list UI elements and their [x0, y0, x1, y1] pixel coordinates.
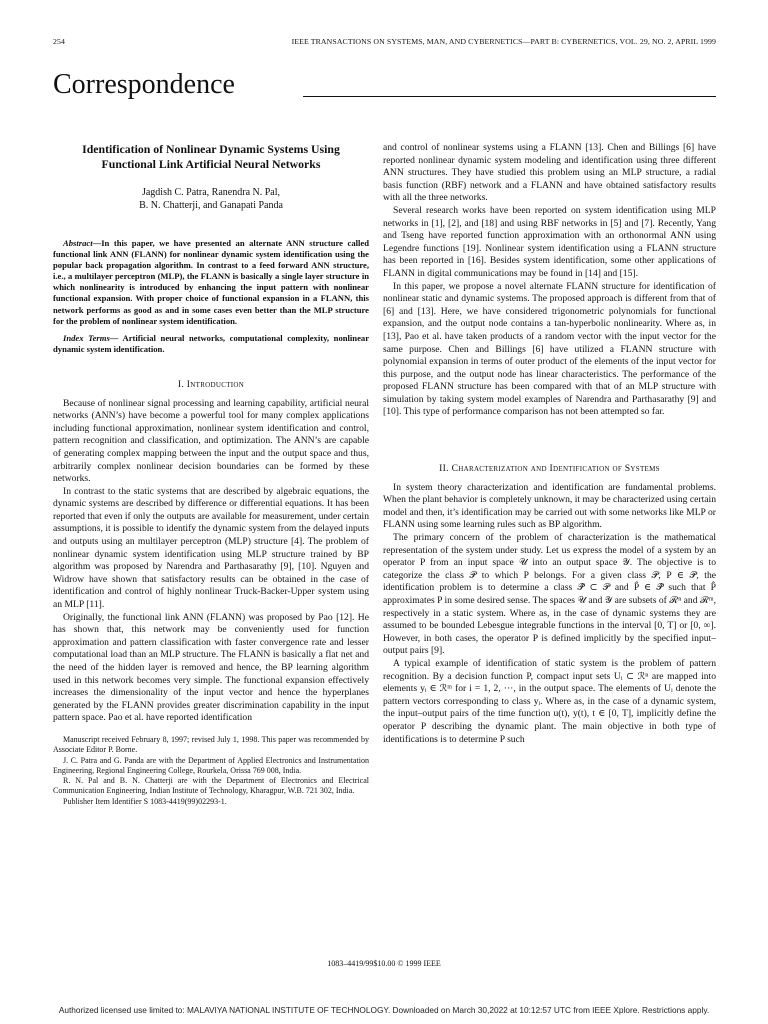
section-heading-text: Characterization and Identification of Systems: [451, 463, 660, 475]
journal-name: IEEE TRANSACTIONS ON SYSTEMS, MAN, AND CYBERNETICS—PART B: CYBERNETICS, VOL. 29, NO. 2, APRIL 1999: [291, 37, 716, 46]
page-number: 254: [53, 37, 65, 46]
paragraph: In this paper, we propose a novel alternate FLANN structure for identification of nonlinear static and dynamic systems. The proposed approach is different from that of [6] and [13]. Here, we have considered trigonometric polynomials for functional expansion, and the output node contains a tan-hyperbolic nonlinearity. Where as, in [13], Pao et al. have taken products of a random vector with the input vector for the same purpose. Chen and Billings [6] have utilized a FLANN structure with polynomial expansion in terms of outer product of the elements of the input vector for this purpose, and the output node has linear characteristics. The performance of the proposed FLANN structure has been compared with that of an MLP structure with simulation by taking system model examples of Narendra and Parthasarathy [9] and [10]. This type of performance comparison has not been attempted so far.: [383, 280, 716, 418]
abstract: [53, 238, 369, 327]
index-terms-lead: Index Terms—: [63, 332, 119, 343]
footnotes: [53, 735, 369, 807]
authors-line-1: Jagdish C. Patra, Ranendra N. Pal,: [141, 187, 281, 198]
section-banner: [53, 70, 716, 100]
section-banner-rule: [303, 96, 716, 97]
paper-title-line-1: Identification of Nonlinear Dynamic Systems Using: [82, 142, 340, 156]
abstract-text: In this paper, we have presented an alternate ANN structure called functional link ANN (FLANN) for nonlinear dynamic system identification using the popular back propagation algorithm. In contrast to a feed forward ANN structure, i.e., a multilayer perceptron (MLP), the FLANN is basically a single layer structure in which nonlinearity is introduced by enhancing the input pattern with nonlinear functional expansion. With proper choice of functional expansion in a FLANN, this network performs as good as and in some cases even better than the MLP structure for the problem of nonlinear system identification.: [53, 238, 369, 326]
paragraph: Originally, the functional link ANN (FLANN) was proposed by Pao [12]. He has shown that, this network may be conveniently used for function approximation and pattern classification with faster convergence rate and lesser computational load than an MLP structure. The FLANN is basically a flat net and the need of the hidden layer is removed and hence, the BP learning algorithm used in this network becomes very simple. The functional expansion effectively increases the dimensionality of the input vector and hence the hyperplanes generated by the FLANN provides greater discrimination capability in the input pattern space. Pao et al. have reported identification: [53, 611, 369, 724]
paragraph: A typical example of identification of static system is the problem of pattern recognition. By a decision function P, compact input sets Uᵢ ⊂ ℛⁿ are mapped into elements yᵢ ∈ ℛᵐ for i = 1, 2, ···, in the output space. The elements of Uᵢ denote the pattern vectors corresponding to class yᵢ. Where as, in the case of a dynamic system, the input–output pairs of the time function u(t), y(t), t ∈ [0, T], implicitly define the operator P describing the dynamic plant. The main objective in both type of identifications is to determine P such: [383, 657, 716, 745]
paragraph: and control of nonlinear systems using a FLANN [13]. Chen and Billings [6] have reported nonlinear dynamic system modeling and identification using three different ANN structures. They have studied this problem using an MLP structure, a radial basis function (RBF) network and a FLANN and have obtained satisfactory results with all the three networks.: [383, 142, 716, 204]
abstract-lead: Abstract—: [63, 238, 102, 248]
footnote: Manuscript received February 8, 1997; revised July 1, 1998. This paper was recommended by Associate Editor P. Borne.: [53, 734, 369, 755]
paper-authors: [53, 186, 369, 212]
license-notice: Authorized licensed use limited to: MALAVIYA NATIONAL INSTITUTE OF TECHNOLOGY. Downloaded on March 30,2022 at 10:12:57 UTC from IEEE Xplore. Restrictions apply.: [58, 1005, 710, 1015]
paragraph: In system theory characterization and identification are fundamental problems. When the plant behavior is completely unknown, it may be characterized using certain model and then, it’s identification may be carried out with some networks like MLP or FLANN using some learning rules such as BP algorithm.: [383, 481, 716, 531]
section-heading-characterization: [383, 463, 716, 476]
copyright-line: 1083–4419/99$10.00 © 1999 IEEE: [327, 959, 441, 968]
authors-line-2: B. N. Chatterji, and Ganapati Panda: [139, 200, 283, 211]
paper-title: [53, 142, 369, 172]
index-terms: [53, 333, 369, 355]
section-numeral: I.: [177, 378, 187, 390]
paragraph: In contrast to the static systems that are described by algebraic equations, the dynamic systems are described by difference or differential equations. It has been reported that even if only the outputs are available for measurement, under certain assumptions, it is possible to identify the dynamic system from the delayed inputs and outputs using an multilayer perceptron (MLP) structure [4]. The problem of nonlinear dynamic system identification using MLP structure trained by BP algorithm was proposed by Narendra and Parthasarathy [9], [10]. Nguyen and Widrow have shown that satisfactory results can be obtained in the case of identification and control of highly nonlinear Truck-Backer-Upper system using an MLP [11].: [53, 485, 369, 611]
footnote: Publisher Item Identifier S 1083-4419(99)02293-1.: [63, 796, 227, 806]
index-terms-text: Artificial neural networks, computational complexity, nonlinear dynamic system identification.: [53, 332, 370, 354]
running-header: [53, 37, 716, 51]
section-heading-introduction: [53, 379, 369, 392]
section-heading-text: Introduction: [186, 378, 245, 390]
footnote: J. C. Patra and G. Panda are with the Department of Applied Electronics and Instrumentation Engineering, Regional Engineering College, Rourkela, Orissa 769 008, India.: [53, 755, 369, 775]
paragraph: Several research works have been reported on system identification using MLP networks in [1], [2], and [18] and using RBF networks in [5] and [7]. Recently, Yang and Tseng have reported function approximation with an orthonormal ANN using Legendre functions [19]. Nonlinear system identification using a FLANN structure has been reported in [16]. Besides system identification, some other applications of FLANN in digital communications may be found in [14] and [15].: [383, 204, 716, 279]
left-column: [53, 142, 369, 807]
paper-title-line-2: Functional Link Artificial Neural Networks: [101, 157, 321, 171]
paragraph: Because of nonlinear signal processing and learning capability, artificial neural networks (ANN’s) have become a powerful tool for many complex applications including functional approximation, nonlinear system identification and control, pattern recognition and classification, and optimization. The ANN’s are capable of generating complex mapping between the input and the output space and thus, arbitrarily complex nonlinear decision boundaries can be formed by these networks.: [53, 397, 369, 485]
paragraph: The primary concern of the problem of characterization is the mathematical representation of the system under study. Let us express the model of a system by an operator P from an input space 𝒰 into an output space 𝒴. The objective is to categorize the class 𝒫 to which P belongs. For a given class 𝒫, P ∈ 𝒫, the identification problem is to determine a class 𝒫̂ ⊂ 𝒫 and P̂ ∈ 𝒫̂ such that P̂ approximates P in some desired sense. The spaces 𝒰 and 𝒴 are subsets of ℛⁿ and ℛᵐ, respectively in a static system. Where as, in the case of dynamic systems they are assumed to be bounded Lebesgue integrable functions in the interval [0, T] or [0, ∞]. However, in both cases, the operator P is defined implicitly by the specified input–output pairs [9].: [383, 532, 716, 657]
section-numeral: II.: [439, 463, 452, 475]
right-column: [383, 142, 716, 746]
footnote: R. N. Pal and B. N. Chatterji are with the Department of Electronics and Electrical Communication Engineering, Indian Institute of Technology, Kharagpur, W.B. 721 302, India.: [53, 776, 369, 796]
section-banner-title: Correspondence: [53, 69, 235, 100]
